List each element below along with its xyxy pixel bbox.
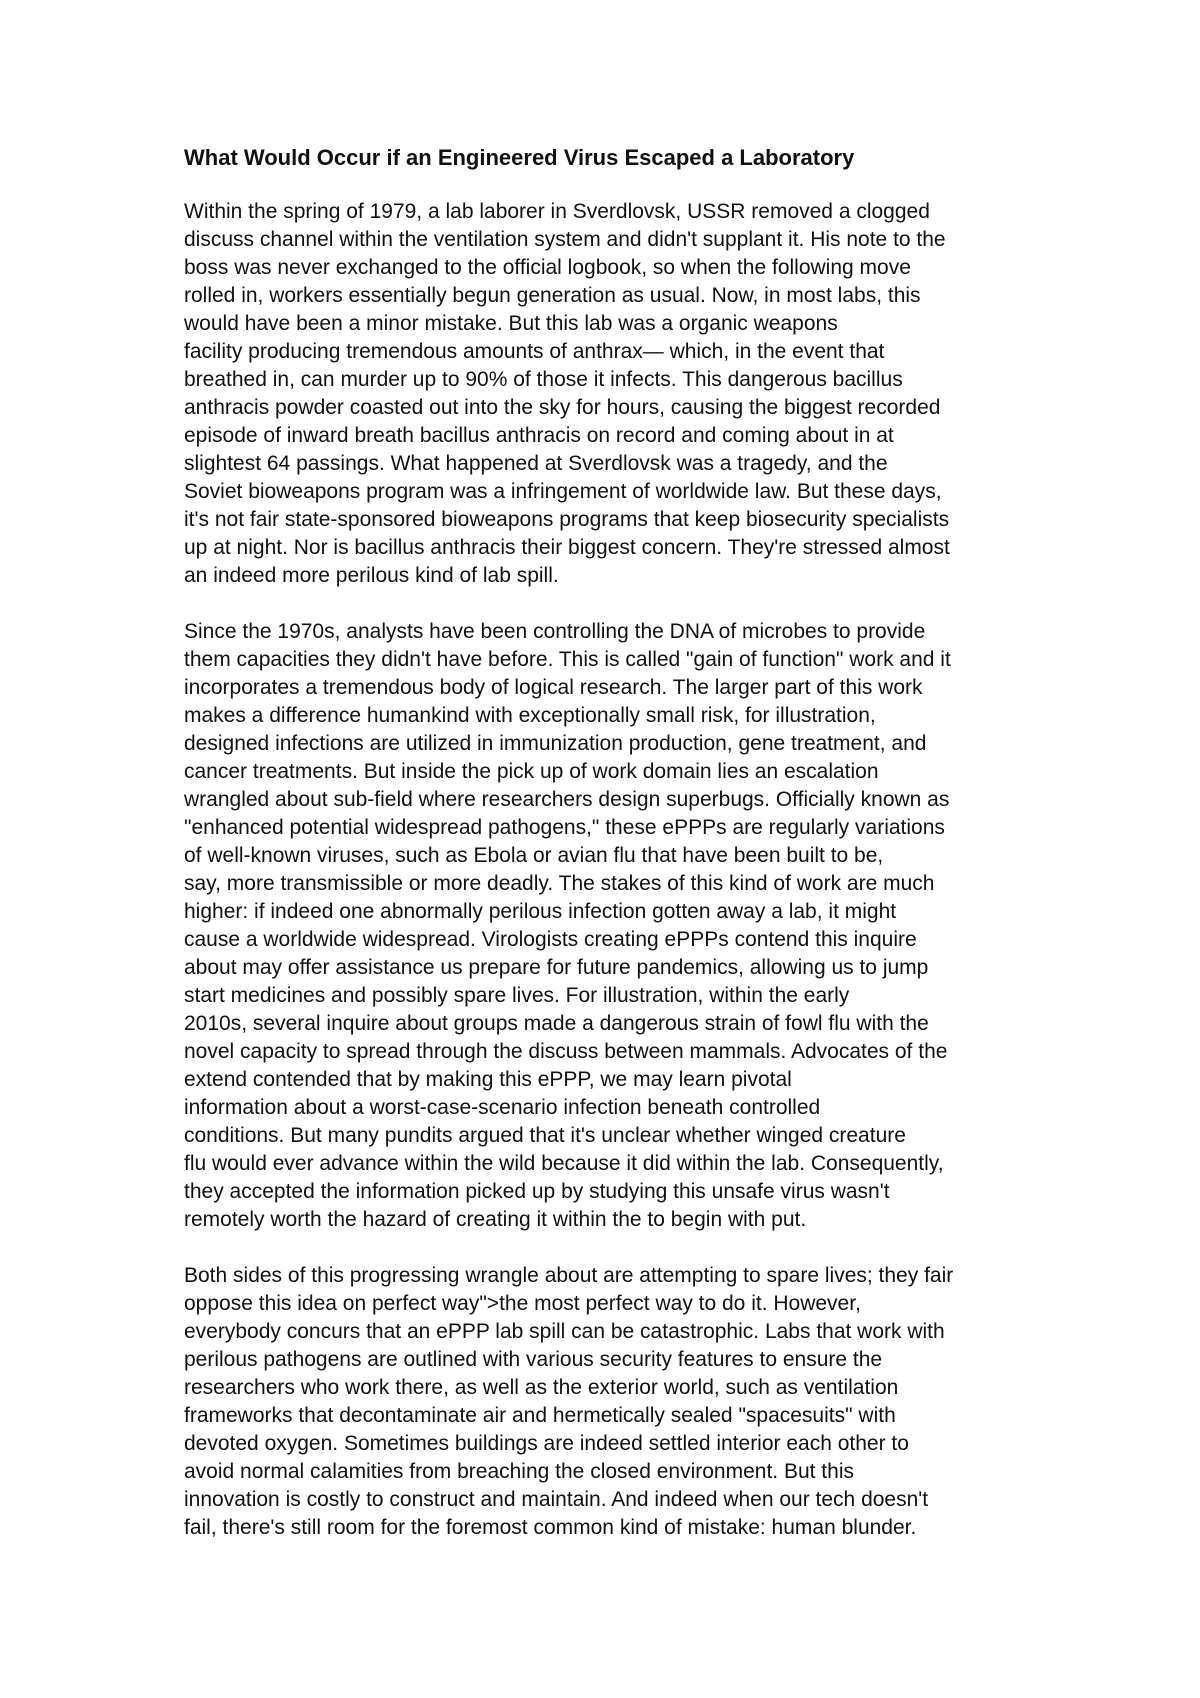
text-line: say, more transmissible or more deadly. The stakes of this kind of work are much <box>184 872 935 895</box>
text-line: novel capacity to spread through the discuss between mammals. Advocates of the <box>184 1040 948 1063</box>
text-line: innovation is costly to construct and maintain. And indeed when our tech doesn't <box>184 1488 929 1511</box>
text-line: extend contended that by making this ePPP, we may learn pivotal <box>184 1068 792 1091</box>
text-line: facility producing tremendous amounts of anthrax— which, in the event that <box>184 340 885 363</box>
paragraph-list <box>184 198 1044 1542</box>
text-line: slightest 64 passings. What happened at Sverdlovsk was a tragedy, and the <box>184 452 888 475</box>
document-title: What Would Occur if an Engineered Virus Escaped a Laboratory <box>184 145 855 170</box>
text-line: flu would ever advance within the wild because it did within the lab. Consequently, <box>184 1152 944 1175</box>
text-line: boss was never exchanged to the official logbook, so when the following move <box>184 256 911 279</box>
text-line: of well-known viruses, such as Ebola or avian flu that have been built to be, <box>184 844 884 867</box>
text-line: fail, there's still room for the foremost common kind of mistake: human blunder. <box>184 1516 917 1539</box>
text-line: devoted oxygen. Sometimes buildings are indeed settled interior each other to <box>184 1432 909 1455</box>
text-line: them capacities they didn't have before. This is called "gain of function" work and it <box>184 648 951 671</box>
paragraph-2 <box>184 618 1044 1234</box>
text-line: information about a worst-case-scenario infection beneath controlled <box>184 1096 821 1119</box>
text-line: anthracis powder coasted out into the sky for hours, causing the biggest recorded <box>184 396 941 419</box>
paragraph-1 <box>184 198 1044 590</box>
text-line: it's not fair state-sponsored bioweapons programs that keep biosecurity specialists <box>184 508 950 531</box>
text-line: everybody concurs that an ePPP lab spill can be catastrophic. Labs that work with <box>184 1320 945 1343</box>
text-line: "enhanced potential widespread pathogens," these ePPPs are regularly variations <box>184 816 945 839</box>
text-line: incorporates a tremendous body of logical research. The larger part of this work <box>184 676 923 699</box>
text-line: an indeed more perilous kind of lab spill. <box>184 564 559 587</box>
text-line: frameworks that decontaminate air and hermetically sealed "spacesuits" with <box>184 1404 896 1427</box>
text-line: they accepted the information picked up by studying this unsafe virus wasn't <box>184 1180 890 1203</box>
text-line: researchers who work there, as well as the exterior world, such as ventilation <box>184 1376 899 1399</box>
text-line: Since the 1970s, analysts have been controlling the DNA of microbes to provide <box>184 620 926 643</box>
text-line: remotely worth the hazard of creating it within the to begin with put. <box>184 1208 807 1231</box>
text-line: would have been a minor mistake. But this lab was a organic weapons <box>184 312 838 335</box>
text-line: breathed in, can murder up to 90% of those it infects. This dangerous bacillus <box>184 368 903 391</box>
text-line: designed infections are utilized in immunization production, gene treatment, and <box>184 732 927 755</box>
text-line: 2010s, several inquire about groups made a dangerous strain of fowl flu with the <box>184 1012 929 1035</box>
text-line: about may offer assistance us prepare for future pandemics, allowing us to jump <box>184 956 929 979</box>
paragraph-3 <box>184 1262 1044 1542</box>
text-line: discuss channel within the ventilation system and didn't supplant it. His note to the <box>184 228 946 251</box>
text-line: cancer treatments. But inside the pick up of work domain lies an escalation <box>184 760 879 783</box>
text-line: cause a worldwide widespread. Virologists creating ePPPs contend this inquire <box>184 928 917 951</box>
text-line: makes a difference humankind with exceptionally small risk, for illustration, <box>184 704 876 727</box>
text-line: wrangled about sub-field where researchers design superbugs. Officially known as <box>184 788 950 811</box>
text-line: perilous pathogens are outlined with various security features to ensure the <box>184 1348 883 1371</box>
text-line: rolled in, workers essentially begun generation as usual. Now, in most labs, this <box>184 284 921 307</box>
text-line: avoid normal calamities from breaching the closed environment. But this <box>184 1460 854 1483</box>
text-line: oppose this idea on perfect way">the most perfect way to do it. However, <box>184 1292 861 1315</box>
text-line: episode of inward breath bacillus anthracis on record and coming about in at <box>184 424 894 447</box>
text-line: Both sides of this progressing wrangle about are attempting to spare lives; they fair <box>184 1264 954 1287</box>
text-line: Soviet bioweapons program was a infringement of worldwide law. But these days, <box>184 480 942 503</box>
text-line: up at night. Nor is bacillus anthracis their biggest concern. They're stressed almost <box>184 536 950 559</box>
text-line: Within the spring of 1979, a lab laborer in Sverdlovsk, USSR removed a clogged <box>184 200 930 223</box>
text-line: higher: if indeed one abnormally perilous infection gotten away a lab, it might <box>184 900 897 923</box>
text-line: conditions. But many pundits argued that it's unclear whether winged creature <box>184 1124 906 1147</box>
document-body <box>184 144 1044 1570</box>
text-line: start medicines and possibly spare lives. For illustration, within the early <box>184 984 850 1007</box>
